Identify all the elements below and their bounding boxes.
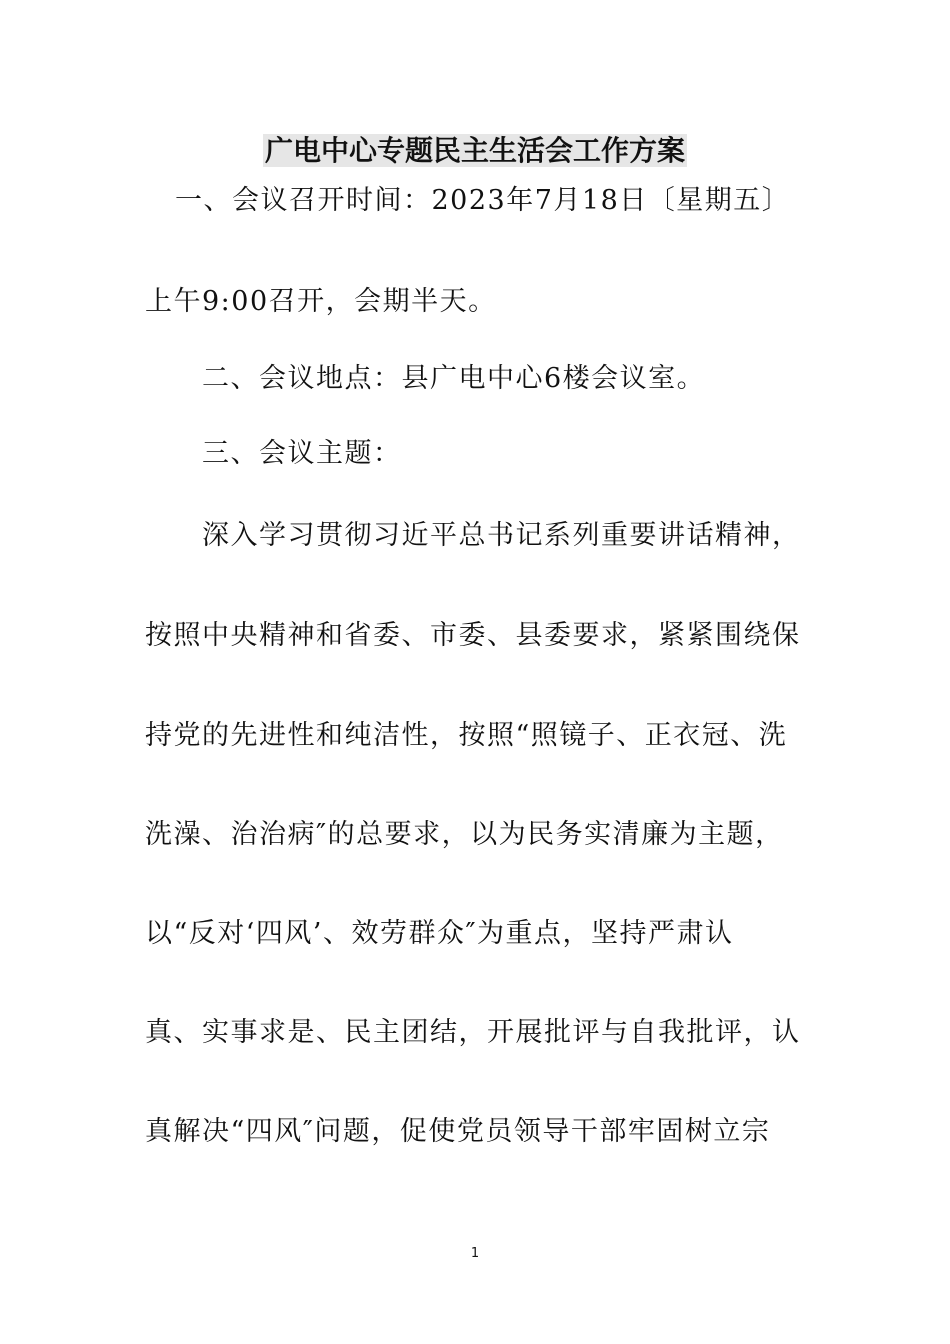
body-paragraph-line: 以“反对‘四风’、效劳群众″为重点，坚持严肃认	[145, 918, 734, 949]
meeting-time-continued: 上午9:00召开，会期半天。	[145, 286, 497, 317]
body-paragraph-line: 持党的先进性和纯洁性，按照“照镜子、正衣冠、洗	[145, 720, 788, 751]
document-title	[0, 131, 950, 171]
body-paragraph-line: 真、实事求是、民主团结，开展批评与自我批评，认	[145, 1017, 801, 1048]
meeting-theme-heading: 三、会议主题：	[202, 438, 402, 469]
meeting-time-line: 一、会议召开时间：2023年7月18日〔星期五〕	[175, 185, 791, 216]
body-paragraph-line: 洗澡、治治病″的总要求，以为民务实清廉为主题，	[145, 819, 784, 850]
body-paragraph-line: 真解决“四风″问题，促使党员领导干部牢固树立宗	[145, 1116, 771, 1147]
document-title-text: 广电中心专题民主生活会工作方案	[264, 134, 685, 167]
page-number: 1	[470, 1246, 480, 1261]
body-paragraph-line: 按照中央精神和省委、市委、县委要求，紧紧围绕保	[145, 620, 801, 651]
meeting-location-line: 二、会议地点：县广电中心6楼会议室。	[202, 363, 706, 394]
body-paragraph-line: 深入学习贯彻习近平总书记系列重要讲话精神，	[202, 520, 801, 551]
